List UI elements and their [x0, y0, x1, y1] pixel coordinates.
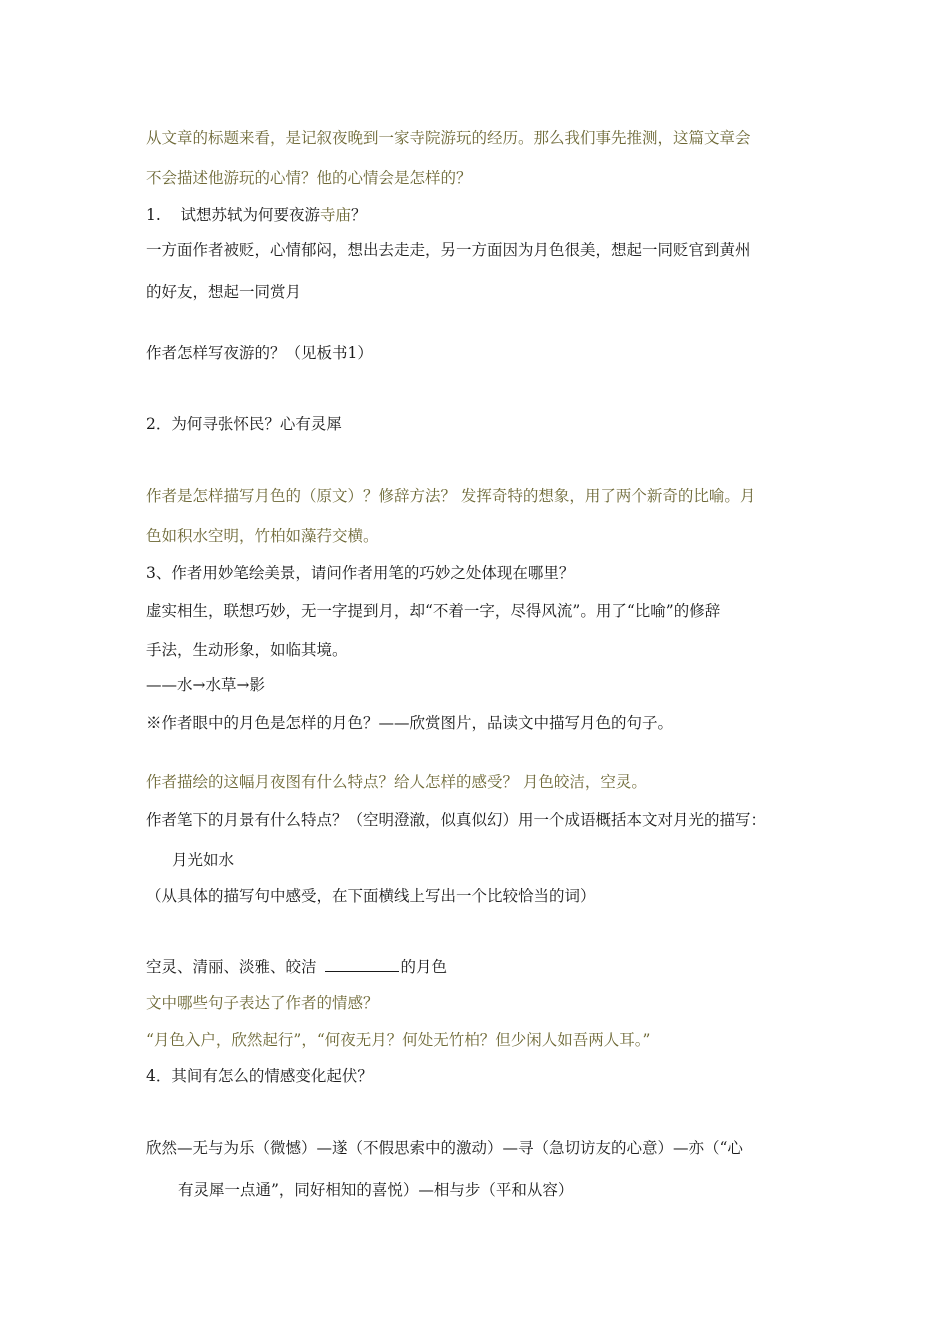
question-2: 2．为何寻张怀民？心有灵犀	[146, 415, 342, 433]
fill-end: 的月色	[400, 958, 448, 976]
question-1-text: 试想苏轼为何要夜游	[180, 206, 321, 224]
note-line: ※作者眼中的月色是怎样的月色？——欣赏图片，品读文中描写月色的句子。	[146, 714, 674, 732]
fill-instruction: （从具体的描写句中感受，在下面横线上写出一个比较恰当的词）	[146, 887, 596, 905]
question-1-end: ？	[351, 206, 367, 224]
moonlight-line-1: 作者是怎样描写月色的（原文）？修辞方法？ 发挥奇特的想象，用了两个新奇的比喻。月	[146, 487, 756, 505]
moon-night-feature: 作者描绘的这幅月夜图有什么特点？给人怎样的感受？ 月色皎洁，空灵。	[146, 773, 647, 791]
answer-3-line-1: 虚实相生，联想巧妙，无一字提到月，却“不着一字，尽得风流”。用了“比喻”的修辞	[146, 602, 721, 620]
question-1-highlight: 寺庙	[320, 206, 352, 224]
question-1-number: 1.	[146, 206, 161, 224]
fill-words: 空灵、清丽、淡雅、皎洁	[146, 958, 317, 976]
answer-3-line-2: 手法，生动形象，如临其境。	[146, 641, 348, 659]
answer-1-line-1: 一方面作者被贬，心情郁闷，想出去走走，另一方面因为月色很美，想起一同贬官到黄州	[146, 241, 751, 259]
question-4: 4．其间有怎么的情感变化起伏？	[146, 1067, 373, 1085]
moonlight-line-2: 色如积水空明，竹柏如藻荇交横。	[146, 527, 379, 545]
how-question: 作者怎样写夜游的？（见板书1）	[146, 344, 373, 362]
intro-line-2: 不会描述他游玩的心情？他的心情会是怎样的？	[146, 169, 472, 187]
answer-4-line-2: 有灵犀一点通”，同好相知的喜悦）—相与步（平和从容）	[178, 1181, 574, 1199]
answer-1-line-2: 的好友，想起一同赏月	[146, 283, 302, 301]
emotion-quotes: “月色入户，欣然起行”，“何夜无月？何处无竹柏？但少闲人如吾两人耳。”	[146, 1031, 651, 1049]
emotion-question: 文中哪些句子表达了作者的情感？	[146, 994, 379, 1012]
question-1	[146, 205, 367, 225]
idiom-answer: 月光如水	[172, 851, 235, 869]
answer-4-line-1: 欣然—无与为乐（微憾）—遂（不假思索中的激动）—寻（急切访友的心意）—亦（“心	[146, 1139, 743, 1157]
fill-blank-line	[146, 957, 447, 977]
moonscape-question: 作者笔下的月景有什么特点？（空明澄澈，似真似幻）用一个成语概括本文对月光的描写：	[146, 811, 767, 829]
intro-line-1: 从文章的标题来看，是记叙夜晚到一家寺院游玩的经历。那么我们事先推测，这篇文章会	[146, 129, 751, 147]
question-3: 3、作者用妙笔绘美景，请问作者用笔的巧妙之处体现在哪里？	[146, 564, 575, 582]
image-chain: ——水→水草→影	[146, 676, 265, 694]
answer-blank[interactable]	[325, 957, 399, 972]
